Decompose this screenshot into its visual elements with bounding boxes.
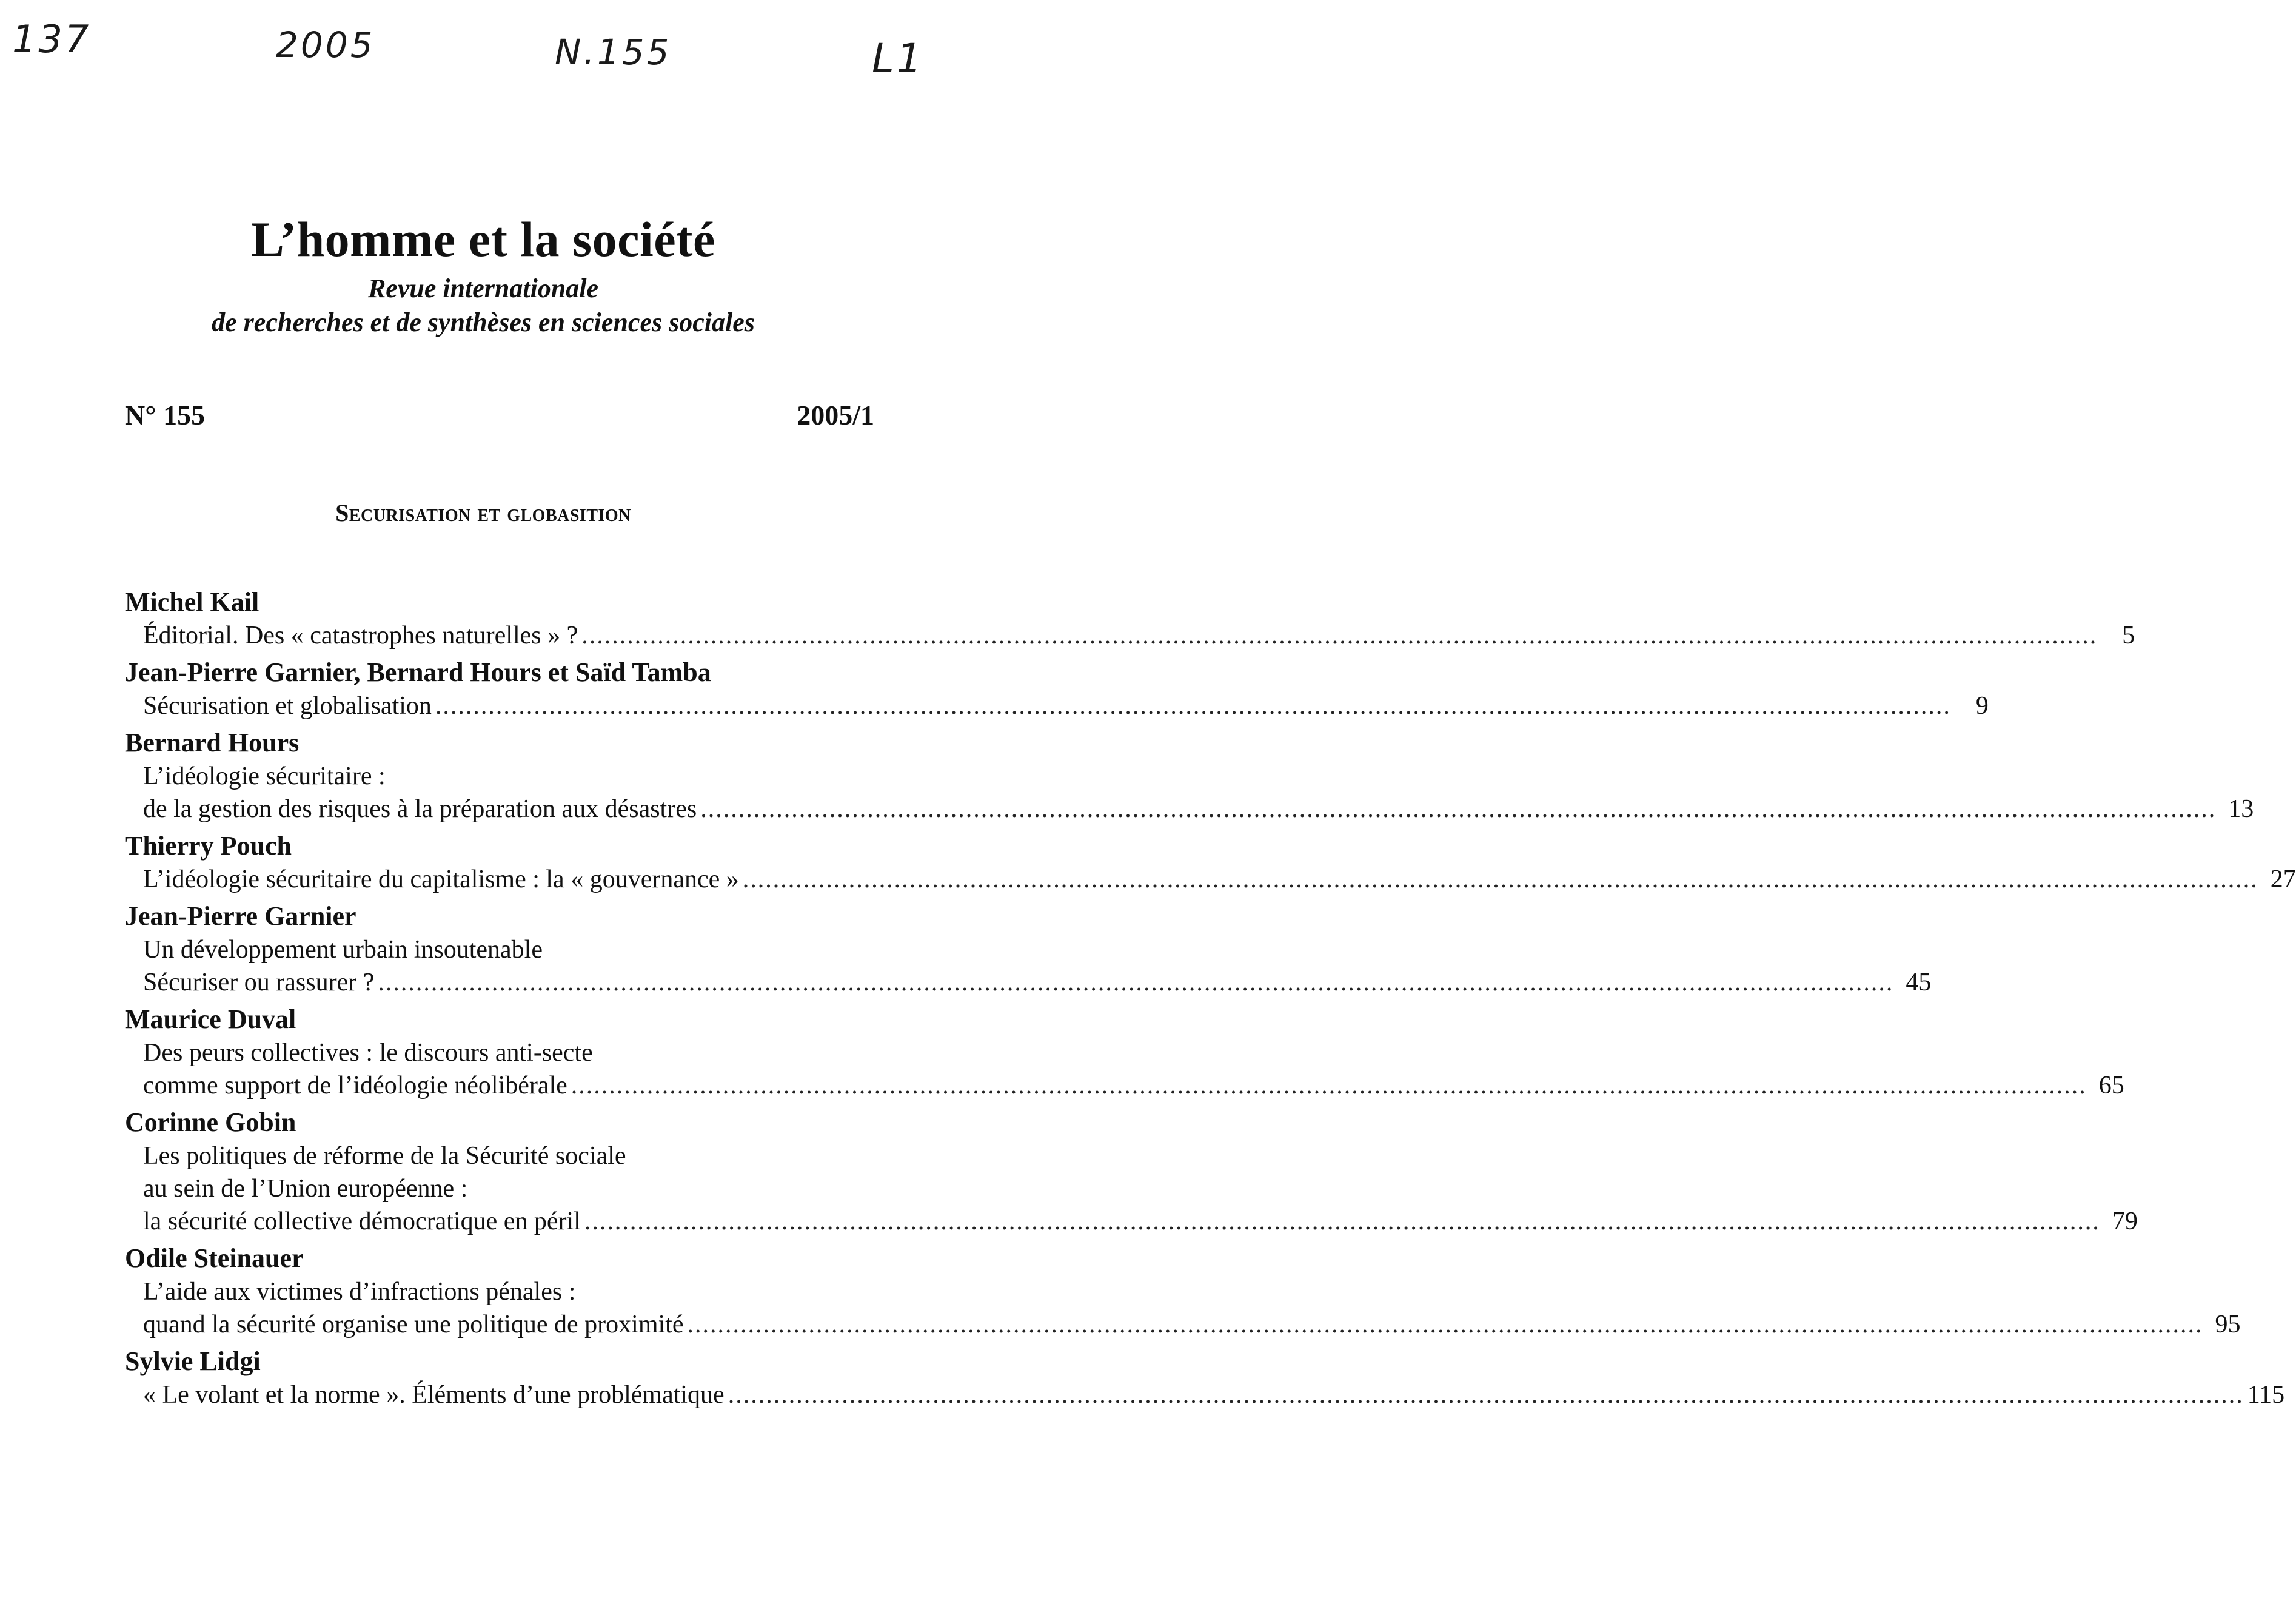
toc-article-line [143, 1069, 2124, 1102]
journal-subtitle-line1: Revue internationale [367, 274, 599, 303]
toc-article-title: au sein de l’Union européenne : [143, 1175, 468, 1203]
toc-author: Thierry Pouch [125, 831, 292, 861]
toc-entry [125, 1241, 2241, 1341]
toc-entry [125, 829, 2296, 896]
toc-entry [125, 899, 1932, 999]
toc-article-title: L’idéologie sécuritaire : [143, 762, 386, 790]
issue-number: N° 155 [125, 400, 206, 431]
toc-article-title: Éditorial. Des « catastrophes naturelles » ? [143, 622, 578, 650]
toc-article-title: quand la sécurité organise une politique de proximité [143, 1311, 684, 1338]
toc-article-line [143, 690, 1989, 722]
table-of-contents [125, 585, 2296, 1415]
toc-article-title: comme support de l’idéologie néolibérale [143, 1072, 567, 1100]
toc-article-line [143, 619, 2135, 652]
toc-article-line [143, 1036, 874, 1069]
toc-article-title: la sécurité collective démocratique en péril [143, 1207, 581, 1235]
toc-author: Corinne Gobin [125, 1107, 296, 1137]
toc-article-title: Sécuriser ou rassurer ? [143, 969, 375, 996]
toc-leader-dots: ........................................................................................................................................................................................................ [581, 622, 2098, 650]
toc-article-title: Les politiques de réforme de la Sécurité sociale [143, 1142, 626, 1170]
toc-leader-dots: ........................................................................................................................................................................................................ [742, 865, 2258, 893]
toc-leader-dots: ........................................................................................................................................................................................................ [584, 1207, 2100, 1235]
toc-entry [125, 1002, 2124, 1102]
toc-entry [125, 585, 2135, 652]
toc-entry [125, 656, 1989, 722]
toc-article-line [143, 1308, 2241, 1341]
journal-subtitle-line2: de recherches et de synthèses en sciences sociales [212, 307, 755, 337]
toc-article-line [143, 793, 2254, 825]
toc-leader-dots: ........................................................................................................................................................................................................ [571, 1072, 2087, 1100]
toc-article-line [143, 863, 2296, 896]
toc-entry [125, 1345, 2285, 1411]
toc-page-number: 45 [1906, 969, 1932, 996]
toc-entry [125, 1106, 2138, 1238]
toc-leader-dots: ........................................................................................................................................................................................................ [435, 692, 1951, 720]
toc-author: Sylvie Lidgi [125, 1346, 261, 1376]
issue-theme: Securisation et globasition [335, 499, 631, 526]
toc-leader-dots: ........................................................................................................................................................................................................ [728, 1381, 2244, 1409]
handwritten-issue-ref: N.155 [555, 32, 672, 73]
toc-page-number: 115 [2247, 1381, 2285, 1409]
toc-page-number: 95 [2215, 1311, 2241, 1338]
handwritten-year: 2005 [276, 24, 375, 65]
toc-entry [125, 726, 2254, 825]
toc-author: Maurice Duval [125, 1004, 296, 1034]
handwritten-mark: L1 [872, 35, 925, 82]
toc-author: Jean-Pierre Garnier [125, 901, 356, 931]
toc-article-title: L’idéologie sécuritaire du capitalisme : la « gouvernance » [143, 865, 739, 893]
toc-article-title: Des peurs collectives : le discours anti-secte [143, 1039, 593, 1067]
toc-page-number: 79 [2112, 1207, 2138, 1235]
journal-title: L’homme et la société [251, 212, 715, 267]
toc-article-line [143, 966, 1932, 999]
toc-leader-dots: ........................................................................................................................................................................................................ [700, 795, 2217, 823]
toc-article-title: Un développement urbain insoutenable [143, 936, 543, 964]
toc-article-title: Sécurisation et globalisation [143, 692, 432, 720]
issue-date: 2005/1 [797, 400, 874, 431]
toc-page-number: 13 [2228, 795, 2254, 823]
toc-article-title: L’aide aux victimes d’infractions pénales : [143, 1278, 576, 1306]
toc-article-line [143, 1275, 874, 1308]
toc-page-number: 65 [2098, 1072, 2124, 1100]
toc-article-line [143, 933, 874, 966]
toc-leader-dots: ........................................................................................................................................................................................................ [687, 1311, 2203, 1338]
toc-article-line [143, 1379, 2285, 1411]
handwritten-catalog-number: 137 [12, 17, 92, 61]
toc-page-number: 9 [1975, 692, 1989, 720]
toc-article-line [143, 1172, 874, 1205]
toc-leader-dots: ........................................................................................................................................................................................................ [378, 969, 1894, 996]
toc-author: Jean-Pierre Garnier, Bernard Hours et Saïd Tamba [125, 657, 711, 687]
toc-page-number: 5 [2122, 622, 2135, 650]
toc-author: Michel Kail [125, 587, 259, 617]
toc-page-number: 27 [2270, 865, 2296, 893]
toc-article-title: « Le volant et la norme ». Éléments d’une problématique [143, 1381, 725, 1409]
toc-author: Odile Steinauer [125, 1243, 304, 1273]
toc-author: Bernard Hours [125, 728, 300, 757]
toc-article-line [143, 1140, 874, 1172]
toc-article-title: de la gestion des risques à la préparation aux désastres [143, 795, 697, 823]
toc-article-line [143, 760, 874, 793]
toc-article-line [143, 1205, 2138, 1238]
